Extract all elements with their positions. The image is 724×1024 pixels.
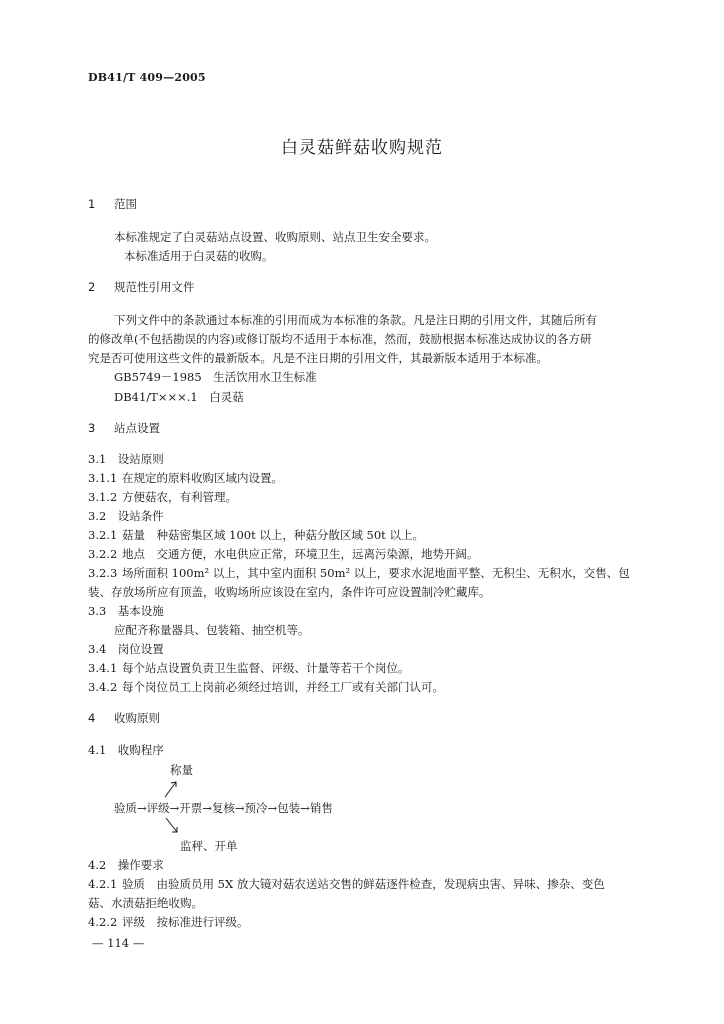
subsection-heading: 4.1 收购程序 xyxy=(88,743,164,757)
subsection-heading: 4.2 操作要求 xyxy=(88,858,164,872)
clause-number: 3.1.2 xyxy=(88,490,118,504)
paragraph-line: 下列文件中的条款通过本标准的引用而成为本标准的条款。凡是注日期的引用文件，其随后所有 xyxy=(114,313,597,327)
clause-number: 3.2.2 xyxy=(88,547,118,561)
flow-branch-top: 称量 xyxy=(170,763,193,777)
clause-text: 方便菇农，有利管理。 xyxy=(122,490,237,504)
clause-text: 验质 由验质员用 5X 放大镜对菇农送站交售的鲜菇逐件检查，发现病虫害、异味、掺杂、变色 xyxy=(122,877,605,891)
arrow-up-right-icon xyxy=(165,782,176,797)
clause-text: 场所面积 100m² 以上，其中室内面积 50m² 以上，要求水泥地面平整、无积尘、无积水，交售、包 xyxy=(122,566,630,580)
reference-item: GB5749－1985 生活饮用水卫生标准 xyxy=(114,370,317,384)
paragraph: 应配齐称量器具、包装箱、抽空机等。 xyxy=(114,623,310,637)
page-title: 白灵菇鲜菇收购规范 xyxy=(281,138,443,158)
clause-text: 每个站点设置负责卫生监督、评级、计量等若干个岗位。 xyxy=(122,661,410,675)
section-number: 3 xyxy=(88,421,96,435)
paragraph: 本标准规定了白灵菇站点设置、收购原则、站点卫生安全要求。 xyxy=(114,230,436,244)
clause xyxy=(88,877,605,891)
section-title: 收购原则 xyxy=(114,711,160,725)
clause-text: 菇量 种菇密集区域 100t 以上，种菇分散区域 50t 以上。 xyxy=(122,528,424,542)
clause-text: 在规定的原料收购区域内设置。 xyxy=(122,471,283,485)
clause-continuation: 菇、水渍菇拒绝收购。 xyxy=(88,896,203,910)
clause-number: 3.2.1 xyxy=(88,528,118,542)
reference-item: DB41/T×××.1 白灵菇 xyxy=(114,390,244,404)
document-id: DB41/T 409—2005 xyxy=(88,71,206,84)
section-title: 规范性引用文件 xyxy=(114,280,195,294)
clause-number: 3.2.3 xyxy=(88,566,118,580)
section-number: 4 xyxy=(88,711,96,725)
page-number: — 114 — xyxy=(92,936,145,950)
subsection-heading: 3.1 设站原则 xyxy=(88,452,164,466)
subsection-heading: 3.3 基本设施 xyxy=(88,604,164,618)
clause-number: 3.4.1 xyxy=(88,661,118,675)
clause-number: 3.4.2 xyxy=(88,680,118,694)
section-title: 范围 xyxy=(114,197,137,211)
clause-text: 评级 按标准进行评级。 xyxy=(122,915,249,929)
clause xyxy=(88,915,249,929)
arrow-down-right-icon xyxy=(166,818,177,832)
subsection-heading: 3.2 设站条件 xyxy=(88,509,164,523)
clause-text: 每个岗位员工上岗前必须经过培训，并经工厂或有关部门认可。 xyxy=(122,680,444,694)
clause-number: 4.2.1 xyxy=(88,877,118,891)
flow-main-chain: 验质→评级→开票→复核→预冷→包装→销售 xyxy=(114,801,333,815)
clause-number: 3.1.1 xyxy=(88,471,118,485)
paragraph-line: 的修改单(不包括勘误的内容)或修订版均不适用于本标准，然而，鼓励根据本标准达成协议的各方研 xyxy=(88,332,592,346)
paragraph: 本标准适用于白灵菇的收购。 xyxy=(124,249,274,263)
section-title: 站点设置 xyxy=(114,421,160,435)
clause-continuation: 装、存放场所应有顶盖，收购场所应该设在室内，条件许可应设置制冷贮藏库。 xyxy=(88,585,491,599)
clause-text: 地点 交通方便，水电供应正常，环境卫生，远离污染源，地势开阔。 xyxy=(122,547,479,561)
flow-branch-bottom: 监秤、开单 xyxy=(180,839,238,853)
paragraph-line: 究是否可使用这些文件的最新版本。凡是不注日期的引用文件，其最新版本适用于本标准。 xyxy=(88,351,548,365)
clause-number: 4.2.2 xyxy=(88,915,118,929)
section-number: 1 xyxy=(88,197,96,211)
subsection-heading: 3.4 岗位设置 xyxy=(88,642,164,656)
section-number: 2 xyxy=(88,280,96,294)
